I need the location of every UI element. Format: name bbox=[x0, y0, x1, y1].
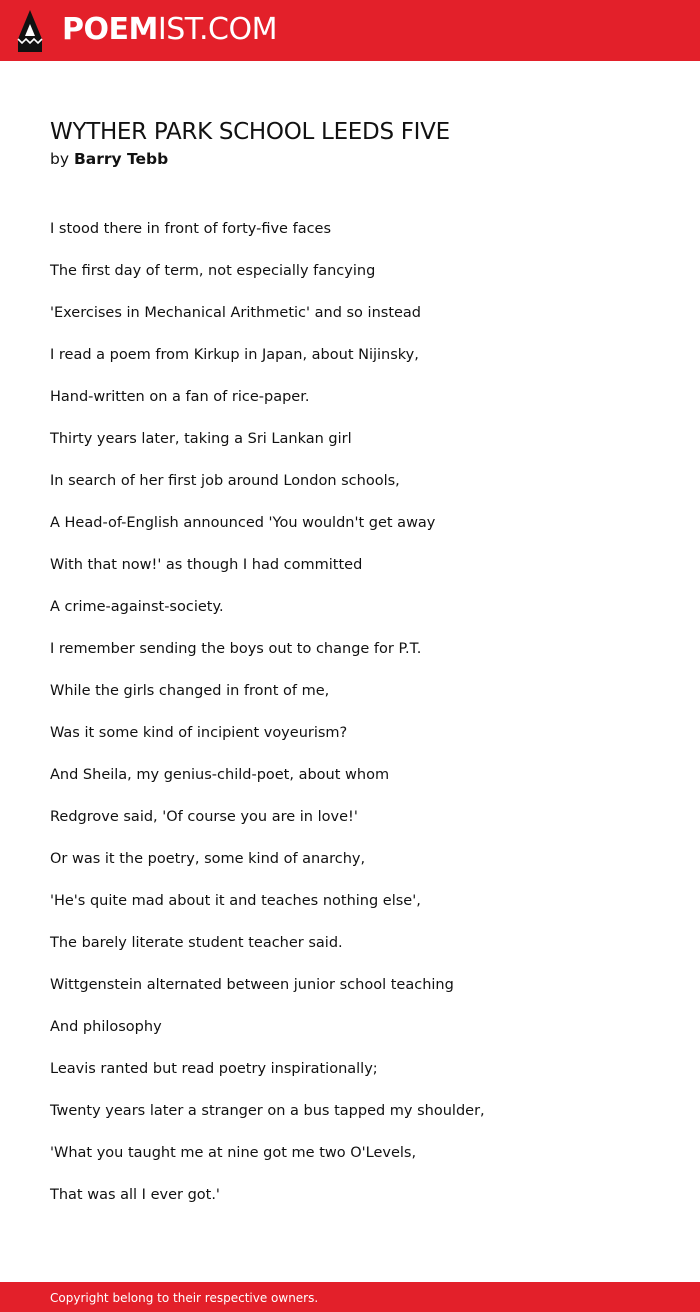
site-logo[interactable] bbox=[62, 12, 277, 48]
site-header bbox=[0, 0, 700, 61]
poem-title: WYTHER PARK SCHOOL LEEDS FIVE bbox=[50, 119, 450, 145]
poem-line: A Head-of-English announced 'You wouldn't get away bbox=[50, 515, 436, 531]
poem-line: A crime-against-society. bbox=[50, 599, 224, 615]
by-label: by bbox=[50, 150, 70, 168]
poem-line: The barely literate student teacher said. bbox=[50, 935, 343, 951]
poem-line: 'He's quite mad about it and teaches nothing else', bbox=[50, 893, 421, 909]
poem-line: 'What you taught me at nine got me two O'Levels, bbox=[50, 1145, 417, 1161]
poem-line: That was all I ever got.' bbox=[50, 1187, 220, 1203]
poem-line: Was it some kind of incipient voyeurism? bbox=[50, 725, 348, 741]
poem-line: I remember sending the boys out to change for P.T. bbox=[50, 641, 422, 657]
logo-text-rest: IST.COM bbox=[157, 12, 277, 47]
poem-line: Thirty years later, taking a Sri Lankan girl bbox=[50, 431, 352, 447]
poem-line: Wittgenstein alternated between junior school teaching bbox=[50, 977, 454, 993]
poem-line: I read a poem from Kirkup in Japan, about Nijinsky, bbox=[50, 347, 419, 363]
poem-line: Hand-written on a fan of rice-paper. bbox=[50, 389, 310, 405]
poem-line: In search of her first job around London schools, bbox=[50, 473, 400, 489]
poem-body bbox=[50, 218, 485, 1226]
poem-line: 'Exercises in Mechanical Arithmetic' and so instead bbox=[50, 305, 422, 321]
pencil-tip-icon bbox=[16, 9, 44, 53]
poem-line: Leavis ranted but read poetry inspirationally; bbox=[50, 1061, 378, 1077]
poem-line: Twenty years later a stranger on a bus tapped my shoulder, bbox=[50, 1103, 485, 1119]
author-name: Barry Tebb bbox=[73, 150, 169, 168]
poem-line: I stood there in front of forty-five faces bbox=[50, 221, 332, 237]
copyright-text: Copyright belong to their respective owners. bbox=[50, 1291, 319, 1305]
poem-line: Or was it the poetry, some kind of anarchy, bbox=[50, 851, 366, 867]
poem-line: And Sheila, my genius-child-poet, about whom bbox=[50, 767, 390, 783]
site-footer bbox=[0, 1282, 700, 1312]
poem-line: Redgrove said, 'Of course you are in love!' bbox=[50, 809, 358, 825]
poem-line: While the girls changed in front of me, bbox=[50, 683, 330, 699]
poem-line: With that now!' as though I had committed bbox=[50, 557, 363, 573]
byline bbox=[50, 148, 168, 170]
poem-line: The first day of term, not especially fancying bbox=[50, 263, 376, 279]
poem-line: And philosophy bbox=[50, 1019, 162, 1035]
logo-text-bold: POEM bbox=[62, 12, 158, 47]
